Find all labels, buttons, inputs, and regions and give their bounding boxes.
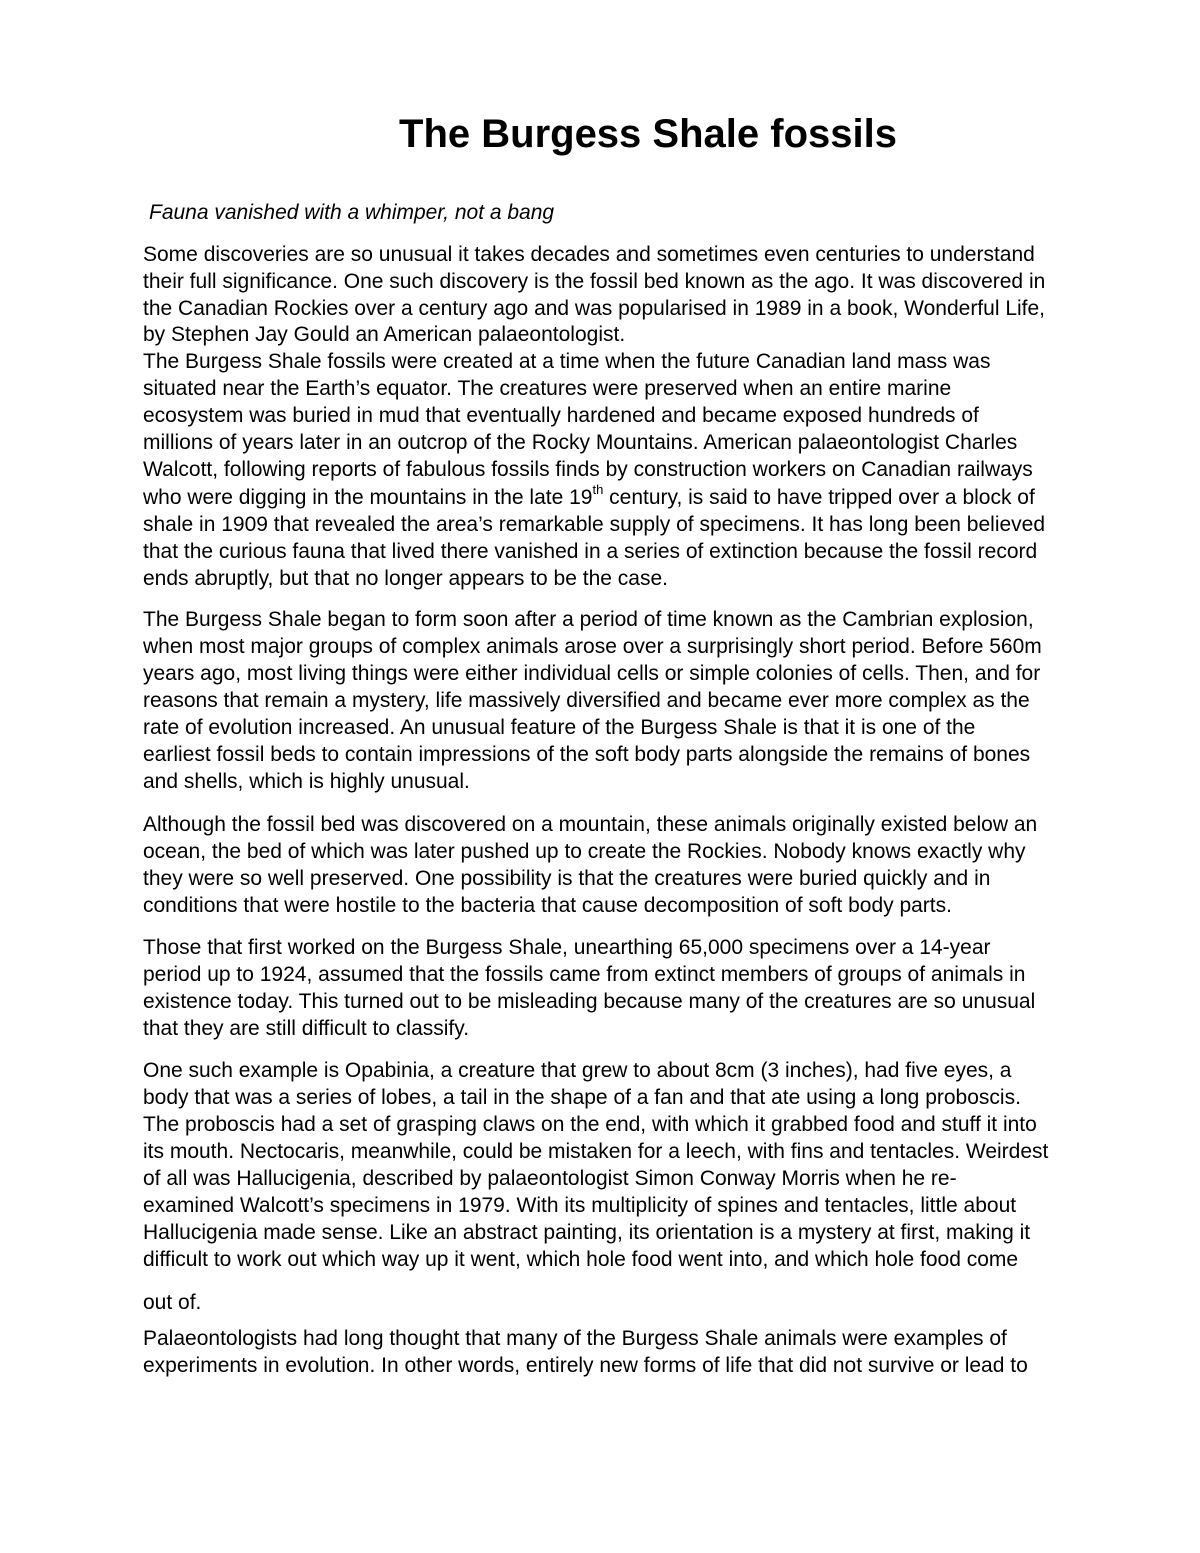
paragraph-line: that the curious fauna that lived there vanished in a series of extinction because the fossil record	[143, 540, 1038, 563]
paragraph-line: when most major groups of complex animals arose over a surprisingly short period. Before 560m	[143, 635, 1042, 658]
line-text: century, is said to have tripped over a block of	[603, 486, 1035, 509]
paragraph-line: years ago, most living things were either individual cells or simple colonies of cells. Then, and for	[143, 662, 1041, 685]
paragraph-line: that they are still difficult to classify.	[143, 1017, 470, 1040]
paragraph-line: its mouth. Nectocaris, meanwhile, could be mistaken for a leech, with fins and tentacles. Weirdest	[143, 1140, 1049, 1163]
paragraph-line: Walcott, following reports of fabulous fossils finds by construction workers on Canadian railways	[143, 458, 1033, 481]
paragraph-line: Those that first worked on the Burgess Shale, unearthing 65,000 specimens over a 14-year	[143, 936, 991, 959]
paragraph-line: reasons that remain a mystery, life massively diversified and became ever more complex as the	[143, 689, 1030, 712]
paragraph-line: Some discoveries are so unusual it takes decades and sometimes even centuries to understand	[143, 243, 1035, 266]
paragraph-line: The proboscis had a set of grasping claws on the end, with which it grabbed food and stuff it into	[143, 1113, 1037, 1136]
paragraph-line: Hallucigenia made sense. Like an abstract painting, its orientation is a mystery at first, making it	[143, 1221, 1031, 1244]
paragraph-line: ends abruptly, but that no longer appears to be the case.	[143, 567, 668, 590]
document-subtitle: Fauna vanished with a whimper, not a bang	[149, 201, 555, 224]
paragraph-line: of all was Hallucigenia, described by palaeontologist Simon Conway Morris when he re-	[143, 1167, 957, 1190]
paragraph-line: out of.	[143, 1291, 202, 1314]
paragraph-line: The Burgess Shale began to form soon after a period of time known as the Cambrian explosion,	[143, 608, 1034, 631]
paragraph-line: One such example is Opabinia, a creature that grew to about 8cm (3 inches), had five eyes, a	[143, 1059, 1012, 1082]
paragraph-line: experiments in evolution. In other words, entirely new forms of life that did not survive or lead to	[143, 1354, 1028, 1377]
paragraph-line: period up to 1924, assumed that the fossils came from extinct members of groups of animals in	[143, 963, 1026, 986]
paragraph-line-with-superscript	[143, 484, 1035, 511]
paragraph-line: earliest fossil beds to contain impressions of the soft body parts alongside the remains of bones	[143, 743, 1031, 766]
paragraph-line: The Burgess Shale fossils were created at a time when the future Canadian land mass was	[143, 350, 991, 373]
paragraph-line: examined Walcott’s specimens in 1979. With its multiplicity of spines and tentacles, little about	[143, 1194, 1017, 1217]
paragraph-line: ecosystem was buried in mud that eventually hardened and became exposed hundreds of	[143, 404, 979, 427]
document-title: The Burgess Shale fossils	[399, 112, 897, 156]
paragraph-line: ocean, the bed of which was later pushed up to create the Rockies. Nobody knows exactly why	[143, 840, 1026, 863]
paragraph-line: millions of years later in an outcrop of the Rocky Mountains. American palaeontologist Charles	[143, 431, 1018, 454]
paragraph-line: body that was a series of lobes, a tail in the shape of a fan and that ate using a long proboscis.	[143, 1086, 1021, 1109]
paragraph-line: shale in 1909 that revealed the area’s remarkable supply of specimens. It has long been believed	[143, 513, 1046, 536]
paragraph-line: Palaeontologists had long thought that many of the Burgess Shale animals were examples of	[143, 1327, 1007, 1350]
paragraph-line: they were so well preserved. One possibility is that the creatures were buried quickly and in	[143, 867, 991, 890]
paragraph-line: and shells, which is highly unusual.	[143, 770, 470, 793]
line-text: who were digging in the mountains in the late 19	[143, 486, 593, 509]
paragraph-line: rate of evolution increased. An unusual feature of the Burgess Shale is that it is one of the	[143, 716, 976, 739]
paragraph-line: situated near the Earth’s equator. The creatures were preserved when an entire marine	[143, 377, 952, 400]
paragraph-line: difficult to work out which way up it went, which hole food went into, and which hole food come	[143, 1248, 1019, 1271]
paragraph-line: Although the fossil bed was discovered on a mountain, these animals originally existed below an	[143, 813, 1038, 836]
paragraph-line: the Canadian Rockies over a century ago and was popularised in 1989 in a book, Wonderful Life,	[143, 297, 1046, 320]
paragraph-line: by Stephen Jay Gould an American palaeontologist.	[143, 323, 626, 346]
paragraph-line: existence today. This turned out to be misleading because many of the creatures are so unusual	[143, 990, 1036, 1013]
ordinal-superscript: th	[592, 482, 604, 497]
paragraph-line: conditions that were hostile to the bacteria that cause decomposition of soft body parts.	[143, 894, 952, 917]
paragraph-line: their full significance. One such discovery is the fossil bed known as the ago. It was discovered in	[143, 270, 1046, 293]
